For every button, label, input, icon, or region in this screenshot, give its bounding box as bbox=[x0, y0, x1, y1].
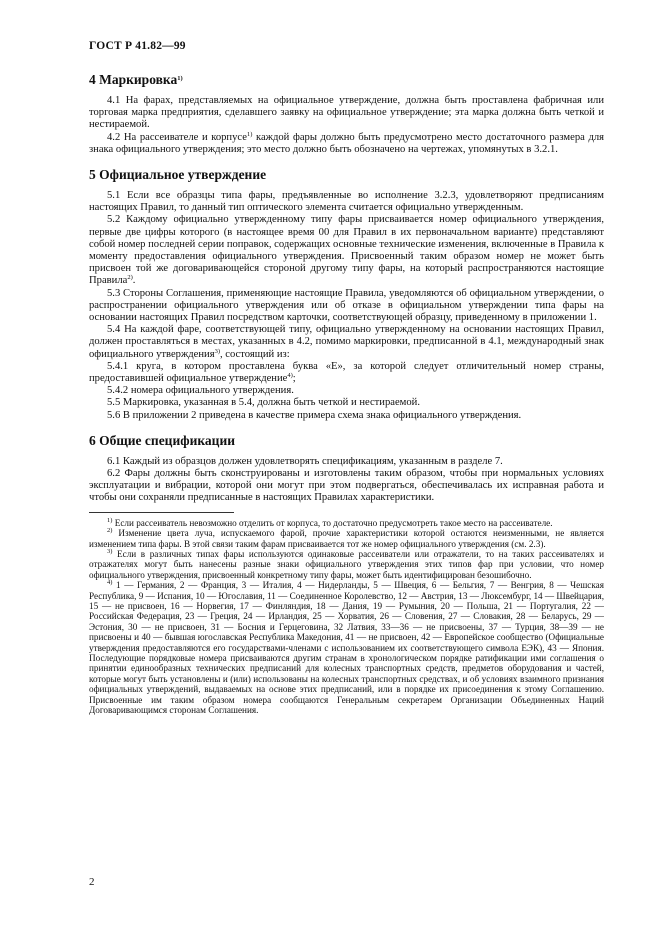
paragraph-5-2: 5.2 Каждому официально утвержденному типу фары присваивается номер официального утверждения, первые две цифры которого (в настоящее время 00 для Правил в их первоначальном варианте) представляют собой номер последней серии поправок, содержащих основные технические изменения, включенные в Правила к моменту предоставления официального утверждения. Присвоенный таким образом номер не может быть присвоен той же договаривающейся стороной другому типу фары, на который распространяются настоящие Правила$^{2)}$. bbox=[89, 214, 604, 287]
footnote-4: $^{4)}$ 1 — Германия, 2 — Франция, 3 — Италия, 4 — Нидерланды, 5 — Швеция, 6 — Бельгия, 7 — Венгрия, 8 — Чешская Республика, 9 — Испания, 10 — Югославия, 11 — Соединенное Королевство, 12 — Австрия, 13 — Люксембург, 14 — Швейцария, 15 — не присвоен, 16 — Норвегия, 17 — Финляндия, 18 — Дания, 19 — Румыния, 20 — Польша, 21 — Португалия, 22 — Российская Федерация, 23 — Греция, 24 — Ирландия, 25 — Хорватия, 26 — Словения, 27 — Словакия, 28 — Беларусь, 29 — Эстония, 30 — не присвоен, 31 — Босния и Герцеговина, 32 Латвия, 33—36 — не присвоены, 37 — Турция, 38—39 — не присвоены и 40 — бывшая югославская Республика Македония, 41 — не присвоен, 42 — Европейское сообщество (Официальные утверждения предоставляются его государствами-членами с использованием их соответствующего символа ЕЭК), 43 — Япония. Последующие порядковые номера присваиваются другим странам в хронологическом порядке ратификации ими соглашения о принятии единообразных технических предписаний для колесных транспортных средств, предметов оборудования и частей, которые могут быть установлены и (или) использованы на колесных транспортных средствах, и об условиях взаимного признания официальных утверждений, выдаваемых на основе этих предписаний, или в порядке их присоединения к этому Соглашению. Присвоенные им таким образом номера сообщаются Генеральным секретарем Организации Объединенных Наций Договаривающимся сторонам Соглашения. bbox=[89, 579, 604, 715]
document-header: ГОСТ Р 41.82—99 bbox=[89, 40, 186, 52]
paragraph-5-6: 5.6 В приложении 2 приведена в качестве примера схема знака официального утверждения. bbox=[107, 409, 522, 421]
paragraph-5-1: 5.1 Если все образцы типа фары, предъявленные во исполнение 3.2.3, удовлетворяют предписаниям настоящих Правил, то данный тип оптического элемента считается официально утвержденным. bbox=[89, 190, 604, 214]
paragraph-5-4-2: 5.4.2 номера официального утверждения. bbox=[107, 385, 294, 397]
paragraph-5-4-1: 5.4.1 круга, в котором проставлена буква «Е», за которой следует отличительный номер страны, предоставившей официальное утверждение$^{4)}$; bbox=[89, 360, 604, 385]
footnote-2: $^{2)}$ Изменение цвета луча, испускаемого фарой, прочие характеристики которой остаются неизменными, не является изменением типа фары. В этой связи таким фарам присваивается тот же номер официального утверждения (см. 2.3). bbox=[89, 527, 604, 549]
paragraph-4-1: 4.1 На фарах, представляемых на официальное утверждение, должна быть проставлена фабричная или торговая марка предприятия, сделавшего заявку на официальное утверждение; эта марка должна быть четкой и нестираемой. bbox=[89, 95, 604, 131]
paragraph-5-5: 5.5 Маркировка, указанная в 5.4, должна быть четкой и нестираемой. bbox=[107, 397, 420, 409]
footnote-divider bbox=[89, 512, 234, 513]
footnote-1: $^{1)}$ Если рассеиватель невозможно отделить от корпуса, то достаточно предусмотреть такое место на рассеивателе. bbox=[107, 516, 553, 528]
paragraph-5-4: 5.4 На каждой фаре, соответствующей типу, официально утвержденному на основании настоящих Правил, должен проставляться в местах, указанных в 4.2, помимо маркировки, предписанной в 4.1, международный знак официального утверждения$^{3)}$, состоящий из: bbox=[89, 324, 604, 360]
paragraph-6-1: 6.1 Каждый из образцов должен удовлетворять спецификациям, указанным в разделе 7. bbox=[107, 455, 503, 467]
footnote-3: $^{3)}$ Если в различных типах фары используются одинаковые рассеиватели или отражатели, то на таких рассеивателях и отражателях могут быть нанесены разные знаки официального утверждения этих типов фар при условии, что номер официального утверждения, присвоенный конкретному типу фары, может быть идентифицирован безошибочно. bbox=[89, 547, 604, 580]
footnotes bbox=[89, 518, 604, 716]
document-page bbox=[89, 40, 604, 715]
paragraph-5-3: 5.3 Стороны Соглашения, применяющие настоящие Правила, уведомляются об официальном утверждении, о распространении официального утверждения или об отказе в официальном утверждении типа фары на основании настоящих Правил посредством карточки, соответствующей образцу, приведенному в приложении 1. bbox=[89, 287, 604, 324]
section-heading-general-specs: 6 Общие спецификации bbox=[89, 432, 236, 448]
paragraph-4-2: 4.2 На рассеивателе и корпусе$^{1)}$ каждой фары должно быть предусмотрено место достаточного размера для знака официального утверждения; это место должно быть обозначено на чертежах, упомянутых в 3.2.1. bbox=[89, 130, 604, 155]
paragraph-6-2: 6.2 Фары должны быть сконструированы и изготовлены таким образом, чтобы при нормальных условиях эксплуатации и вибрации, которой они могут при этом подвергаться, обеспечивалась их исправная работа и чтобы они сохраняли предписанные в настоящих Правилах характеристики. bbox=[89, 468, 604, 504]
section-heading-marking: 4 Маркировка$^{1)}$ bbox=[89, 72, 183, 87]
section-heading-approval: 5 Официальное утверждение bbox=[89, 167, 267, 183]
page-number: 2 bbox=[89, 876, 95, 888]
